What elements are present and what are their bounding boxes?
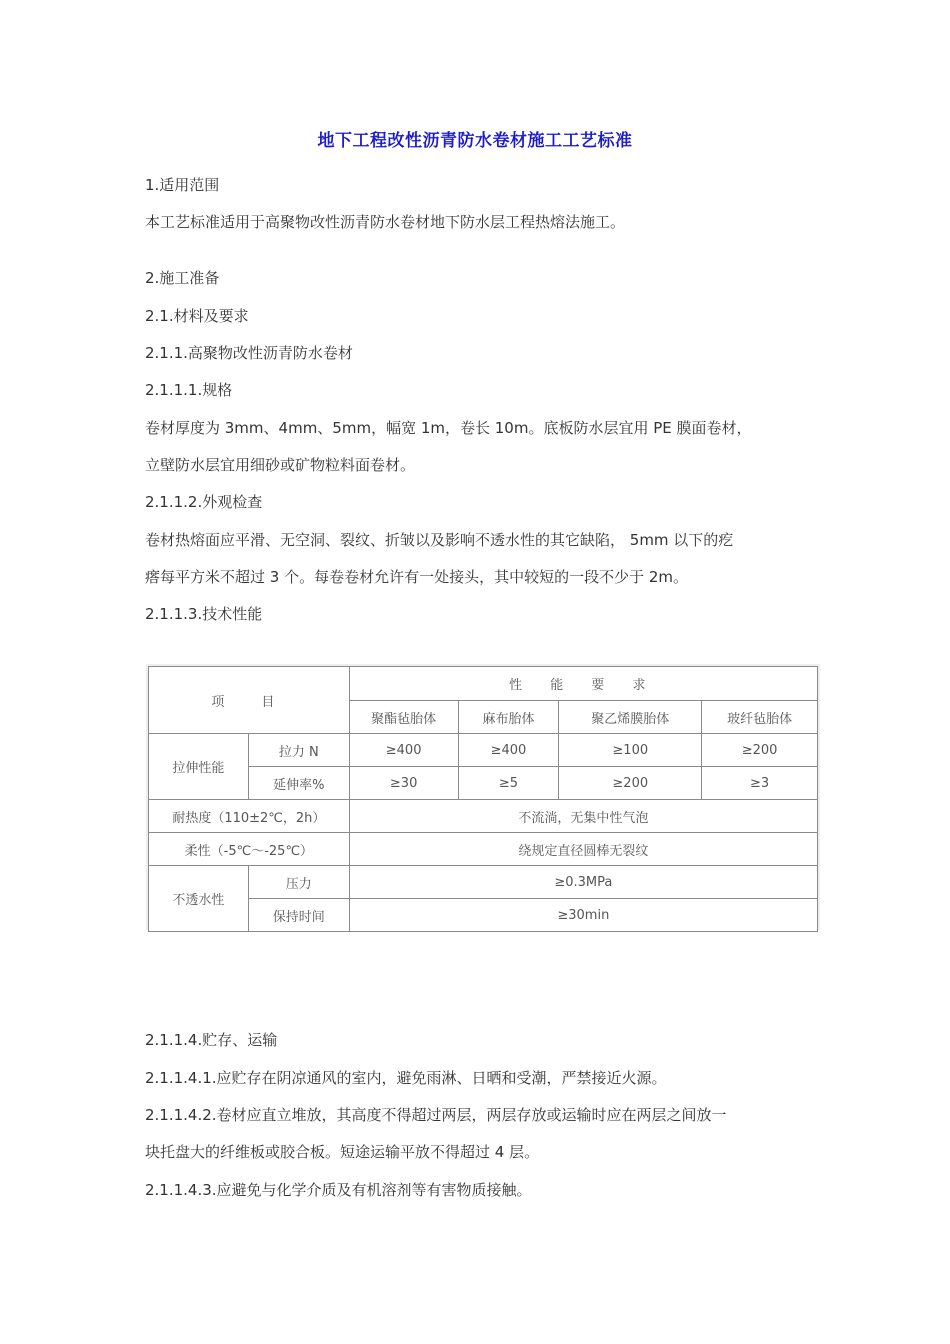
section-2-1-1-4-heading: 2.1.1.4.贮存、运输 bbox=[145, 1031, 278, 1049]
page-title: 地下工程改性沥青防水卷材施工工艺标准 bbox=[317, 131, 633, 151]
section-2-heading: 2.施工准备 bbox=[145, 269, 220, 287]
section-2-1-1-1-text-line1: 卷材厚度为 3mm、4mm、5mm，幅宽 1m，卷长 10m。底板防水层宜用 PE 膜面卷材， bbox=[145, 419, 752, 437]
tech-performance-table bbox=[148, 666, 818, 932]
col-polyester: 聚酯毡胎体 bbox=[349, 701, 458, 734]
section-2-1-1-4-2-text-line2: 块托盘大的纤维板或胶合板。短途运输平放不得超过 4 层。 bbox=[145, 1143, 540, 1161]
flexibility-label: 柔性（-5℃～-25℃） bbox=[149, 833, 350, 866]
heat-resistance-label: 耐热度（110±2℃，2h） bbox=[149, 800, 350, 833]
section-2-1-1-1-text-line2: 立壁防水层宜用细砂或矿物粒料面卷材。 bbox=[145, 456, 416, 474]
impermeability-group-label: 不透水性 bbox=[149, 866, 249, 932]
section-1-heading: 1.适用范围 bbox=[145, 176, 220, 194]
section-2-1-1-2-text-line1: 卷材热熔面应平滑、无空洞、裂纹、折皱以及影响不透水性的其它缺陷， 5mm 以下的疙 bbox=[145, 531, 734, 549]
col-hemp: 麻布胎体 bbox=[458, 701, 559, 734]
heat-resistance-value: 不流淌，无集中性气泡 bbox=[349, 800, 817, 833]
pressure-value: ≥0.3MPa bbox=[349, 866, 817, 899]
section-2-1-1-3-heading: 2.1.1.3.技术性能 bbox=[145, 605, 263, 623]
section-2-1-1-4-2-text-line1: 2.1.1.4.2.卷材应直立堆放，其高度不得超过两层，两层存放或运输时应在两层之间放一 bbox=[145, 1106, 727, 1124]
elongation-label: 延伸率% bbox=[248, 767, 349, 800]
hold-time-value: ≥30min bbox=[349, 899, 817, 932]
tech-performance-table-image bbox=[146, 664, 820, 930]
section-2-1-1-heading: 2.1.1.高聚物改性沥青防水卷材 bbox=[145, 344, 353, 362]
col-glass: 玻纤毡胎体 bbox=[702, 701, 818, 734]
section-2-1-1-2-text-line2: 瘩每平方米不超过 3 个。每卷卷材允许有一处接头，其中较短的一段不少于 2m。 bbox=[145, 568, 689, 586]
table-cell: ≥3 bbox=[702, 767, 818, 800]
tensile-force-label: 拉力 N bbox=[248, 734, 349, 767]
item-header: 项 目 bbox=[149, 667, 350, 734]
table-cell: ≥30 bbox=[349, 767, 458, 800]
pressure-label: 压力 bbox=[248, 866, 349, 899]
section-2-1-1-2-heading: 2.1.1.2.外观检查 bbox=[145, 493, 263, 511]
section-2-1-1-4-1-text: 2.1.1.4.1.应贮存在阴凉通风的室内，避免雨淋、日晒和受潮，严禁接近火源。 bbox=[145, 1069, 667, 1087]
table-cell: ≥400 bbox=[458, 734, 559, 767]
table-cell: ≥5 bbox=[458, 767, 559, 800]
tensile-group-label: 拉伸性能 bbox=[149, 734, 249, 800]
section-2-1-1-4-3-text: 2.1.1.4.3.应避免与化学介质及有机溶剂等有害物质接触。 bbox=[145, 1181, 532, 1199]
flexibility-value: 绕规定直径圆棒无裂纹 bbox=[349, 833, 817, 866]
table-cell: ≥200 bbox=[702, 734, 818, 767]
performance-header: 性 能 要 求 bbox=[349, 667, 817, 701]
table-cell: ≥200 bbox=[559, 767, 702, 800]
section-2-1-heading: 2.1.材料及要求 bbox=[145, 307, 249, 325]
hold-time-label: 保持时间 bbox=[248, 899, 349, 932]
table-cell: ≥100 bbox=[559, 734, 702, 767]
section-1-text: 本工艺标准适用于高聚物改性沥青防水卷材地下防水层工程热熔法施工。 bbox=[145, 213, 626, 231]
col-pe: 聚乙烯膜胎体 bbox=[559, 701, 702, 734]
section-2-1-1-1-heading: 2.1.1.1.规格 bbox=[145, 381, 233, 399]
table-cell: ≥400 bbox=[349, 734, 458, 767]
